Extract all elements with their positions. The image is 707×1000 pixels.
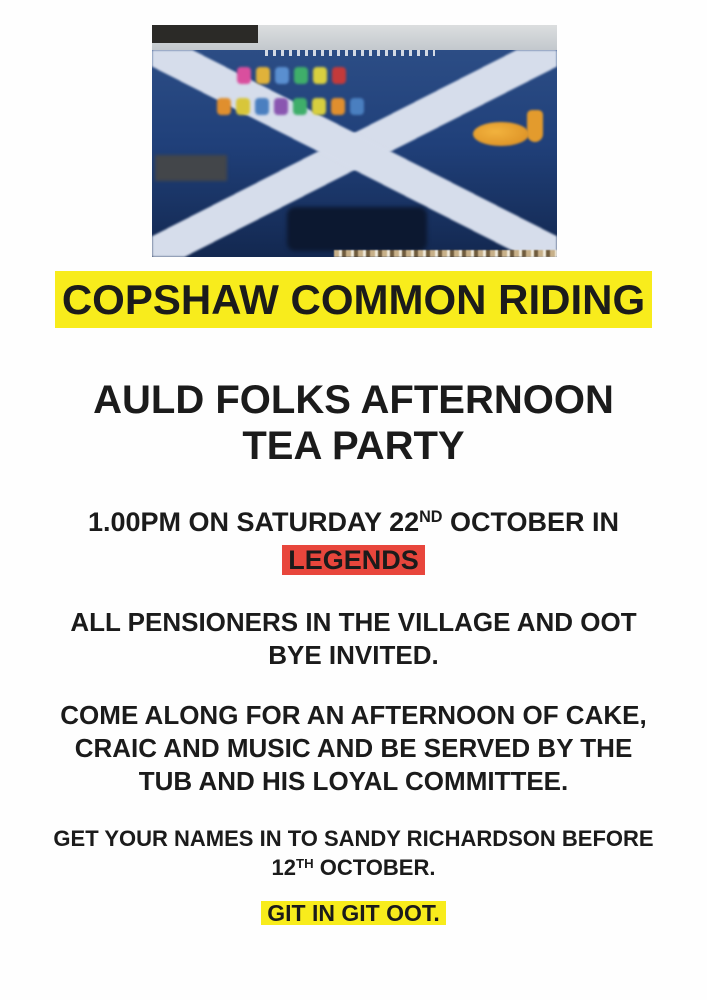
- headline-row: [0, 271, 707, 328]
- foam-letter: [350, 98, 364, 115]
- datetime-text-2: OCTOBER IN: [442, 507, 620, 537]
- invite-line1: ALL PENSIONERS IN THE VILLAGE AND OOT: [70, 607, 637, 637]
- details-line3: TUB AND HIS LOYAL COMMITTEE.: [138, 766, 569, 796]
- foam-letter: [255, 98, 269, 115]
- rsvp-date-2: OCTOBER.: [313, 855, 436, 880]
- foam-letter: [275, 67, 289, 84]
- foam-letter: [274, 98, 288, 115]
- scotland-flag: [152, 50, 557, 257]
- foam-letter: [294, 67, 308, 84]
- headline: COPSHAW COMMON RIDING: [55, 271, 652, 328]
- invite-line2: BYE INVITED.: [268, 640, 439, 670]
- foam-letters-row1: [237, 67, 346, 84]
- rsvp-date: 12: [271, 855, 297, 880]
- date-ordinal-suffix: ND: [419, 508, 443, 527]
- rsvp-date-ordinal-suffix: TH: [296, 855, 314, 871]
- foam-letter: [312, 98, 326, 115]
- event-title-line1: AULD FOLKS AFTERNOON: [93, 378, 614, 422]
- saltire-flag-photo: [152, 25, 557, 257]
- event-datetime: [0, 506, 707, 576]
- dark-patch-bottom: [287, 207, 427, 251]
- footer-row: [0, 901, 707, 926]
- dark-patch-left: [155, 155, 227, 181]
- venue: LEGENDS: [282, 545, 425, 575]
- flag-edge-ticks: [265, 50, 435, 56]
- foam-letter: [293, 98, 307, 115]
- event-datetime-line: [0, 506, 707, 542]
- goldfish-body: [473, 122, 529, 146]
- details-line2: CRAIC AND MUSIC AND BE SERVED BY THE: [74, 733, 633, 763]
- foam-letter: [256, 67, 270, 84]
- datetime-text: 1.00PM ON SATURDAY 22: [87, 507, 420, 537]
- event-title: [0, 377, 707, 469]
- event-title-line2: TEA PARTY: [242, 424, 465, 468]
- foam-letter: [313, 67, 327, 84]
- foam-letter: [331, 98, 345, 115]
- goldfish: [473, 110, 545, 150]
- rsvp-line2: [0, 853, 707, 885]
- details-paragraph: [0, 699, 707, 798]
- photo-dark-bar: [152, 25, 258, 43]
- rsvp-paragraph: [0, 824, 707, 885]
- rsvp-line1: GET YOUR NAMES IN TO SANDY RICHARDSON BEFORE: [53, 826, 654, 851]
- foam-letter: [237, 67, 251, 84]
- slogan: GIT IN GIT OOT.: [261, 901, 446, 925]
- foam-letters-row2: [217, 98, 364, 115]
- foam-letter: [236, 98, 250, 115]
- goldfish-tail: [527, 110, 543, 142]
- details-line1: COME ALONG FOR AN AFTERNOON OF CAKE,: [60, 700, 647, 730]
- photo-bottom-strip: [334, 250, 557, 257]
- foam-letter: [332, 67, 346, 84]
- foam-letter: [217, 98, 231, 115]
- venue-line: [0, 544, 707, 576]
- invite-paragraph: [0, 606, 707, 672]
